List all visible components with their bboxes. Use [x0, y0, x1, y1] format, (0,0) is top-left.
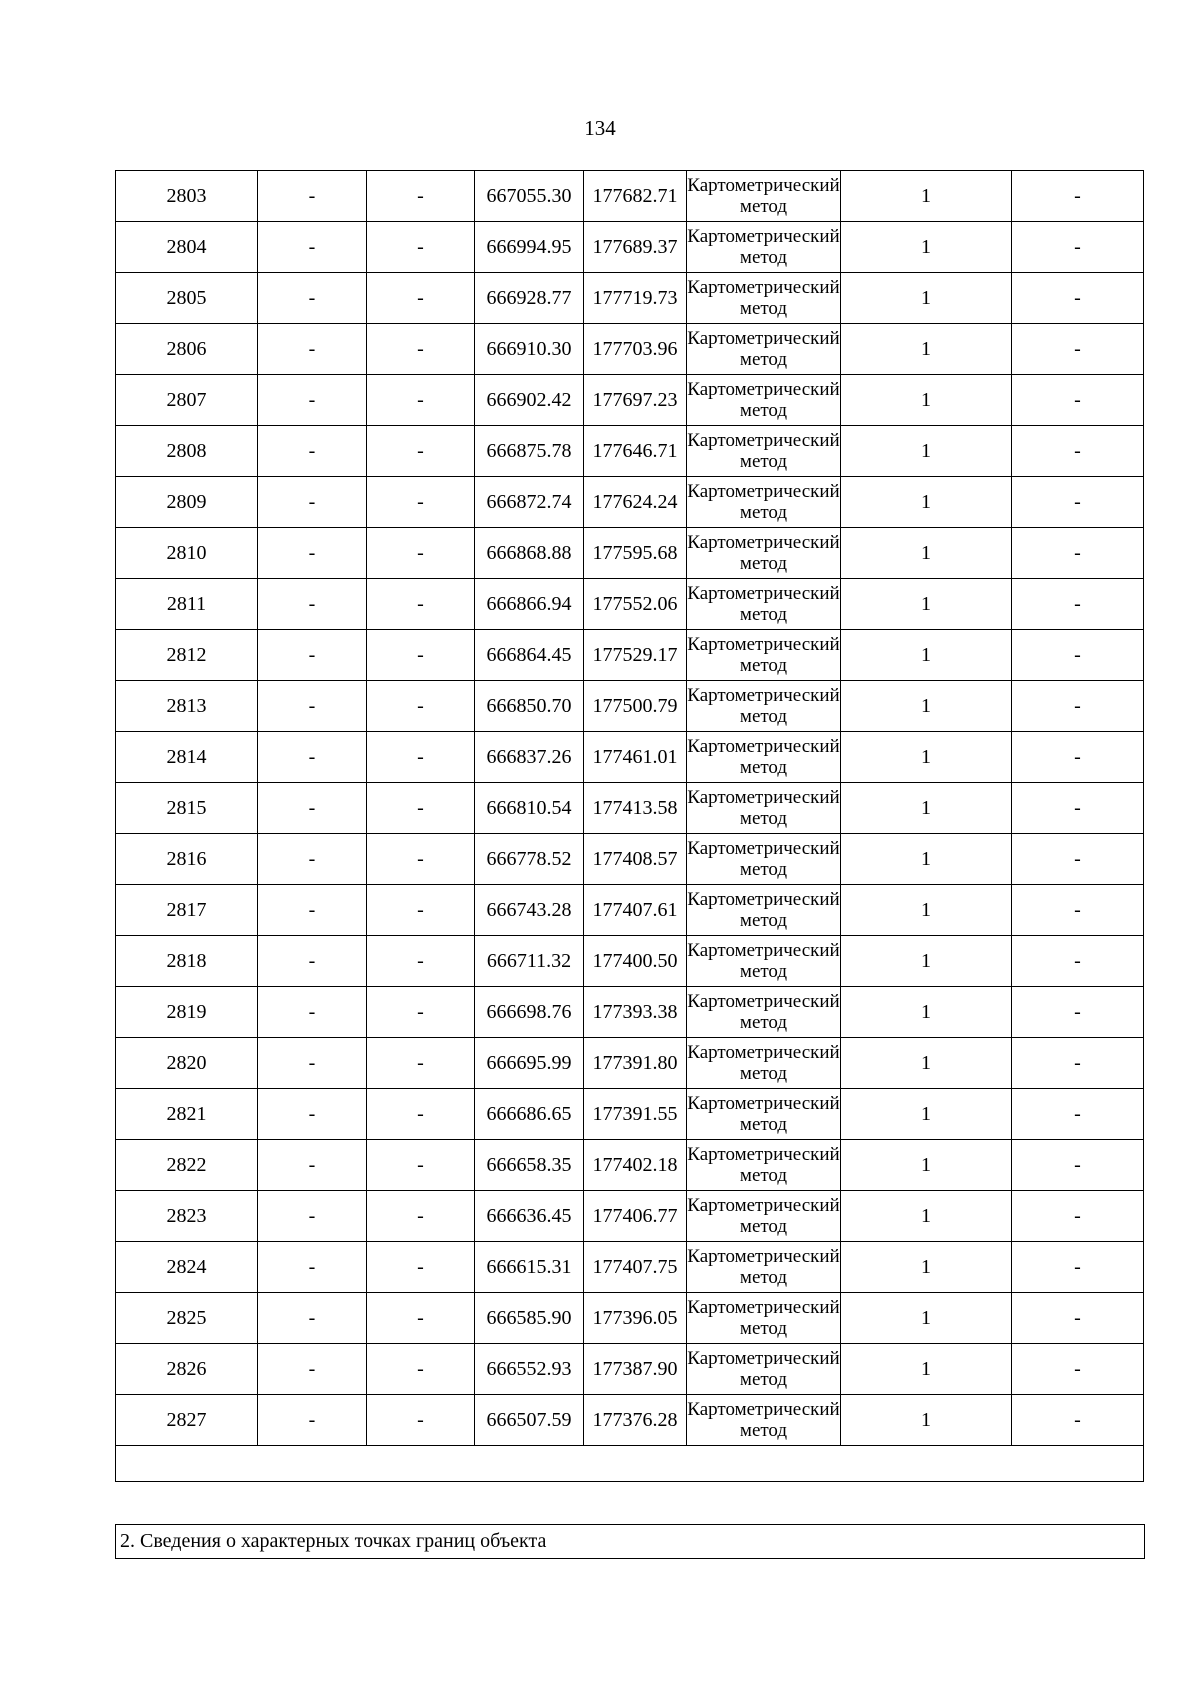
accuracy-cell: 1	[841, 222, 1012, 273]
empty-value-cell: -	[258, 222, 367, 273]
point-number-cell: 2822	[116, 1140, 258, 1191]
boundary-points-table	[115, 170, 1144, 1482]
description-cell: -	[1012, 885, 1144, 936]
description-cell: -	[1012, 936, 1144, 987]
method-cell: Картометрический метод	[687, 222, 841, 273]
method-cell: Картометрический метод	[687, 1395, 841, 1446]
accuracy-cell: 1	[841, 732, 1012, 783]
empty-value-cell: -	[367, 987, 475, 1038]
description-cell: -	[1012, 528, 1144, 579]
accuracy-cell: 1	[841, 375, 1012, 426]
section-heading: 2. Сведения о характерных точках границ объекта	[115, 1524, 1145, 1559]
table-body	[116, 171, 1144, 1482]
empty-table-row	[116, 1446, 1144, 1482]
method-cell: Картометрический метод	[687, 1140, 841, 1191]
point-number-cell: 2804	[116, 222, 258, 273]
x-coordinate-cell: 666711.32	[475, 936, 584, 987]
method-cell: Картометрический метод	[687, 1191, 841, 1242]
x-coordinate-cell: 666698.76	[475, 987, 584, 1038]
empty-value-cell: -	[258, 1242, 367, 1293]
x-coordinate-cell: 666552.93	[475, 1344, 584, 1395]
accuracy-cell: 1	[841, 987, 1012, 1038]
table-row	[116, 477, 1144, 528]
method-cell: Картометрический метод	[687, 1242, 841, 1293]
method-cell: Картометрический метод	[687, 1038, 841, 1089]
point-number-cell: 2825	[116, 1293, 258, 1344]
x-coordinate-cell: 666636.45	[475, 1191, 584, 1242]
empty-value-cell: -	[367, 1191, 475, 1242]
description-cell: -	[1012, 1344, 1144, 1395]
description-cell: -	[1012, 1038, 1144, 1089]
table-row	[116, 936, 1144, 987]
y-coordinate-cell: 177391.55	[584, 1089, 687, 1140]
x-coordinate-cell: 666875.78	[475, 426, 584, 477]
table-row	[116, 1140, 1144, 1191]
point-number-cell: 2815	[116, 783, 258, 834]
table-row	[116, 834, 1144, 885]
method-cell: Картометрический метод	[687, 1344, 841, 1395]
x-coordinate-cell: 666928.77	[475, 273, 584, 324]
y-coordinate-cell: 177646.71	[584, 426, 687, 477]
method-cell: Картометрический метод	[687, 528, 841, 579]
empty-value-cell: -	[258, 273, 367, 324]
empty-value-cell: -	[367, 579, 475, 630]
empty-value-cell: -	[367, 528, 475, 579]
method-cell: Картометрический метод	[687, 885, 841, 936]
table-row	[116, 273, 1144, 324]
empty-value-cell: -	[258, 732, 367, 783]
point-number-cell: 2819	[116, 987, 258, 1038]
x-coordinate-cell: 666850.70	[475, 681, 584, 732]
empty-value-cell: -	[367, 426, 475, 477]
method-cell: Картометрический метод	[687, 273, 841, 324]
empty-value-cell: -	[258, 528, 367, 579]
x-coordinate-cell: 666743.28	[475, 885, 584, 936]
empty-value-cell: -	[258, 1344, 367, 1395]
method-cell: Картометрический метод	[687, 1293, 841, 1344]
x-coordinate-cell: 666686.65	[475, 1089, 584, 1140]
table-row	[116, 783, 1144, 834]
empty-value-cell: -	[258, 477, 367, 528]
description-cell: -	[1012, 579, 1144, 630]
method-cell: Картометрический метод	[687, 681, 841, 732]
empty-value-cell: -	[367, 1140, 475, 1191]
accuracy-cell: 1	[841, 426, 1012, 477]
y-coordinate-cell: 177393.38	[584, 987, 687, 1038]
point-number-cell: 2826	[116, 1344, 258, 1395]
accuracy-cell: 1	[841, 528, 1012, 579]
accuracy-cell: 1	[841, 681, 1012, 732]
empty-value-cell: -	[367, 222, 475, 273]
x-coordinate-cell: 666837.26	[475, 732, 584, 783]
method-cell: Картометрический метод	[687, 732, 841, 783]
point-number-cell: 2805	[116, 273, 258, 324]
point-number-cell: 2809	[116, 477, 258, 528]
table-row	[116, 1395, 1144, 1446]
empty-cell	[116, 1446, 1144, 1482]
y-coordinate-cell: 177402.18	[584, 1140, 687, 1191]
accuracy-cell: 1	[841, 1293, 1012, 1344]
empty-value-cell: -	[367, 1293, 475, 1344]
table-row	[116, 1089, 1144, 1140]
x-coordinate-cell: 666658.35	[475, 1140, 584, 1191]
empty-value-cell: -	[258, 1293, 367, 1344]
empty-value-cell: -	[367, 834, 475, 885]
empty-value-cell: -	[258, 936, 367, 987]
method-cell: Картометрический метод	[687, 375, 841, 426]
description-cell: -	[1012, 681, 1144, 732]
empty-value-cell: -	[367, 324, 475, 375]
table-row	[116, 528, 1144, 579]
point-number-cell: 2806	[116, 324, 258, 375]
table-row	[116, 681, 1144, 732]
description-cell: -	[1012, 426, 1144, 477]
x-coordinate-cell: 666994.95	[475, 222, 584, 273]
point-number-cell: 2818	[116, 936, 258, 987]
point-number-cell: 2807	[116, 375, 258, 426]
empty-value-cell: -	[367, 1242, 475, 1293]
x-coordinate-cell: 666866.94	[475, 579, 584, 630]
empty-value-cell: -	[367, 885, 475, 936]
point-number-cell: 2811	[116, 579, 258, 630]
table-row	[116, 732, 1144, 783]
empty-value-cell: -	[258, 375, 367, 426]
table-row	[116, 1344, 1144, 1395]
description-cell: -	[1012, 834, 1144, 885]
method-cell: Картометрический метод	[687, 987, 841, 1038]
empty-value-cell: -	[258, 681, 367, 732]
point-number-cell: 2823	[116, 1191, 258, 1242]
table-row	[116, 1191, 1144, 1242]
empty-value-cell: -	[367, 1344, 475, 1395]
empty-value-cell: -	[258, 171, 367, 222]
empty-value-cell: -	[367, 936, 475, 987]
y-coordinate-cell: 177595.68	[584, 528, 687, 579]
description-cell: -	[1012, 1140, 1144, 1191]
y-coordinate-cell: 177500.79	[584, 681, 687, 732]
point-number-cell: 2814	[116, 732, 258, 783]
x-coordinate-cell: 666585.90	[475, 1293, 584, 1344]
x-coordinate-cell: 666910.30	[475, 324, 584, 375]
accuracy-cell: 1	[841, 477, 1012, 528]
empty-value-cell: -	[367, 1089, 475, 1140]
point-number-cell: 2820	[116, 1038, 258, 1089]
x-coordinate-cell: 666872.74	[475, 477, 584, 528]
description-cell: -	[1012, 1293, 1144, 1344]
y-coordinate-cell: 177689.37	[584, 222, 687, 273]
description-cell: -	[1012, 783, 1144, 834]
table-row	[116, 885, 1144, 936]
accuracy-cell: 1	[841, 885, 1012, 936]
table-row	[116, 324, 1144, 375]
description-cell: -	[1012, 273, 1144, 324]
accuracy-cell: 1	[841, 936, 1012, 987]
accuracy-cell: 1	[841, 579, 1012, 630]
empty-value-cell: -	[258, 885, 367, 936]
x-coordinate-cell: 666810.54	[475, 783, 584, 834]
empty-value-cell: -	[367, 273, 475, 324]
description-cell: -	[1012, 1191, 1144, 1242]
point-number-cell: 2812	[116, 630, 258, 681]
method-cell: Картометрический метод	[687, 171, 841, 222]
empty-value-cell: -	[258, 987, 367, 1038]
accuracy-cell: 1	[841, 1140, 1012, 1191]
table-row	[116, 1038, 1144, 1089]
y-coordinate-cell: 177387.90	[584, 1344, 687, 1395]
accuracy-cell: 1	[841, 1038, 1012, 1089]
x-coordinate-cell: 666864.45	[475, 630, 584, 681]
page-number: 134	[584, 116, 616, 140]
point-number-cell: 2821	[116, 1089, 258, 1140]
table-row	[116, 1242, 1144, 1293]
table-row	[116, 222, 1144, 273]
empty-value-cell: -	[258, 1395, 367, 1446]
table-row	[116, 1293, 1144, 1344]
method-cell: Картометрический метод	[687, 324, 841, 375]
accuracy-cell: 1	[841, 1089, 1012, 1140]
accuracy-cell: 1	[841, 171, 1012, 222]
y-coordinate-cell: 177624.24	[584, 477, 687, 528]
point-number-cell: 2824	[116, 1242, 258, 1293]
description-cell: -	[1012, 324, 1144, 375]
method-cell: Картометрический метод	[687, 579, 841, 630]
empty-value-cell: -	[367, 783, 475, 834]
y-coordinate-cell: 177552.06	[584, 579, 687, 630]
accuracy-cell: 1	[841, 783, 1012, 834]
accuracy-cell: 1	[841, 1242, 1012, 1293]
empty-value-cell: -	[367, 732, 475, 783]
empty-value-cell: -	[258, 1140, 367, 1191]
method-cell: Картометрический метод	[687, 834, 841, 885]
point-number-cell: 2808	[116, 426, 258, 477]
empty-value-cell: -	[367, 1395, 475, 1446]
description-cell: -	[1012, 375, 1144, 426]
y-coordinate-cell: 177396.05	[584, 1293, 687, 1344]
y-coordinate-cell: 177413.58	[584, 783, 687, 834]
y-coordinate-cell: 177400.50	[584, 936, 687, 987]
point-number-cell: 2813	[116, 681, 258, 732]
y-coordinate-cell: 177697.23	[584, 375, 687, 426]
point-number-cell: 2816	[116, 834, 258, 885]
x-coordinate-cell: 666507.59	[475, 1395, 584, 1446]
empty-value-cell: -	[258, 783, 367, 834]
y-coordinate-cell: 177682.71	[584, 171, 687, 222]
description-cell: -	[1012, 1089, 1144, 1140]
empty-value-cell: -	[258, 324, 367, 375]
y-coordinate-cell: 177407.61	[584, 885, 687, 936]
accuracy-cell: 1	[841, 834, 1012, 885]
table-row	[116, 375, 1144, 426]
method-cell: Картометрический метод	[687, 1089, 841, 1140]
accuracy-cell: 1	[841, 273, 1012, 324]
point-number-cell: 2803	[116, 171, 258, 222]
table-row	[116, 426, 1144, 477]
table-row	[116, 630, 1144, 681]
method-cell: Картометрический метод	[687, 477, 841, 528]
table-row	[116, 171, 1144, 222]
y-coordinate-cell: 177408.57	[584, 834, 687, 885]
empty-value-cell: -	[258, 1191, 367, 1242]
y-coordinate-cell: 177461.01	[584, 732, 687, 783]
point-number-cell: 2817	[116, 885, 258, 936]
x-coordinate-cell: 666778.52	[475, 834, 584, 885]
empty-value-cell: -	[258, 579, 367, 630]
empty-value-cell: -	[258, 426, 367, 477]
empty-value-cell: -	[258, 834, 367, 885]
description-cell: -	[1012, 477, 1144, 528]
empty-value-cell: -	[258, 630, 367, 681]
accuracy-cell: 1	[841, 1395, 1012, 1446]
empty-value-cell: -	[367, 375, 475, 426]
y-coordinate-cell: 177391.80	[584, 1038, 687, 1089]
description-cell: -	[1012, 1242, 1144, 1293]
empty-value-cell: -	[367, 630, 475, 681]
x-coordinate-cell: 666615.31	[475, 1242, 584, 1293]
table-row	[116, 579, 1144, 630]
empty-value-cell: -	[367, 681, 475, 732]
accuracy-cell: 1	[841, 1344, 1012, 1395]
method-cell: Картометрический метод	[687, 936, 841, 987]
empty-value-cell: -	[367, 1038, 475, 1089]
y-coordinate-cell: 177719.73	[584, 273, 687, 324]
x-coordinate-cell: 666695.99	[475, 1038, 584, 1089]
method-cell: Картометрический метод	[687, 426, 841, 477]
y-coordinate-cell: 177376.28	[584, 1395, 687, 1446]
point-number-cell: 2827	[116, 1395, 258, 1446]
empty-value-cell: -	[367, 477, 475, 528]
description-cell: -	[1012, 630, 1144, 681]
description-cell: -	[1012, 732, 1144, 783]
y-coordinate-cell: 177703.96	[584, 324, 687, 375]
accuracy-cell: 1	[841, 1191, 1012, 1242]
description-cell: -	[1012, 987, 1144, 1038]
x-coordinate-cell: 667055.30	[475, 171, 584, 222]
method-cell: Картометрический метод	[687, 783, 841, 834]
table-row	[116, 987, 1144, 1038]
y-coordinate-cell: 177406.77	[584, 1191, 687, 1242]
x-coordinate-cell: 666868.88	[475, 528, 584, 579]
y-coordinate-cell: 177529.17	[584, 630, 687, 681]
x-coordinate-cell: 666902.42	[475, 375, 584, 426]
empty-value-cell: -	[258, 1038, 367, 1089]
accuracy-cell: 1	[841, 630, 1012, 681]
point-number-cell: 2810	[116, 528, 258, 579]
description-cell: -	[1012, 1395, 1144, 1446]
y-coordinate-cell: 177407.75	[584, 1242, 687, 1293]
empty-value-cell: -	[258, 1089, 367, 1140]
accuracy-cell: 1	[841, 324, 1012, 375]
empty-value-cell: -	[367, 171, 475, 222]
description-cell: -	[1012, 222, 1144, 273]
method-cell: Картометрический метод	[687, 630, 841, 681]
description-cell: -	[1012, 171, 1144, 222]
